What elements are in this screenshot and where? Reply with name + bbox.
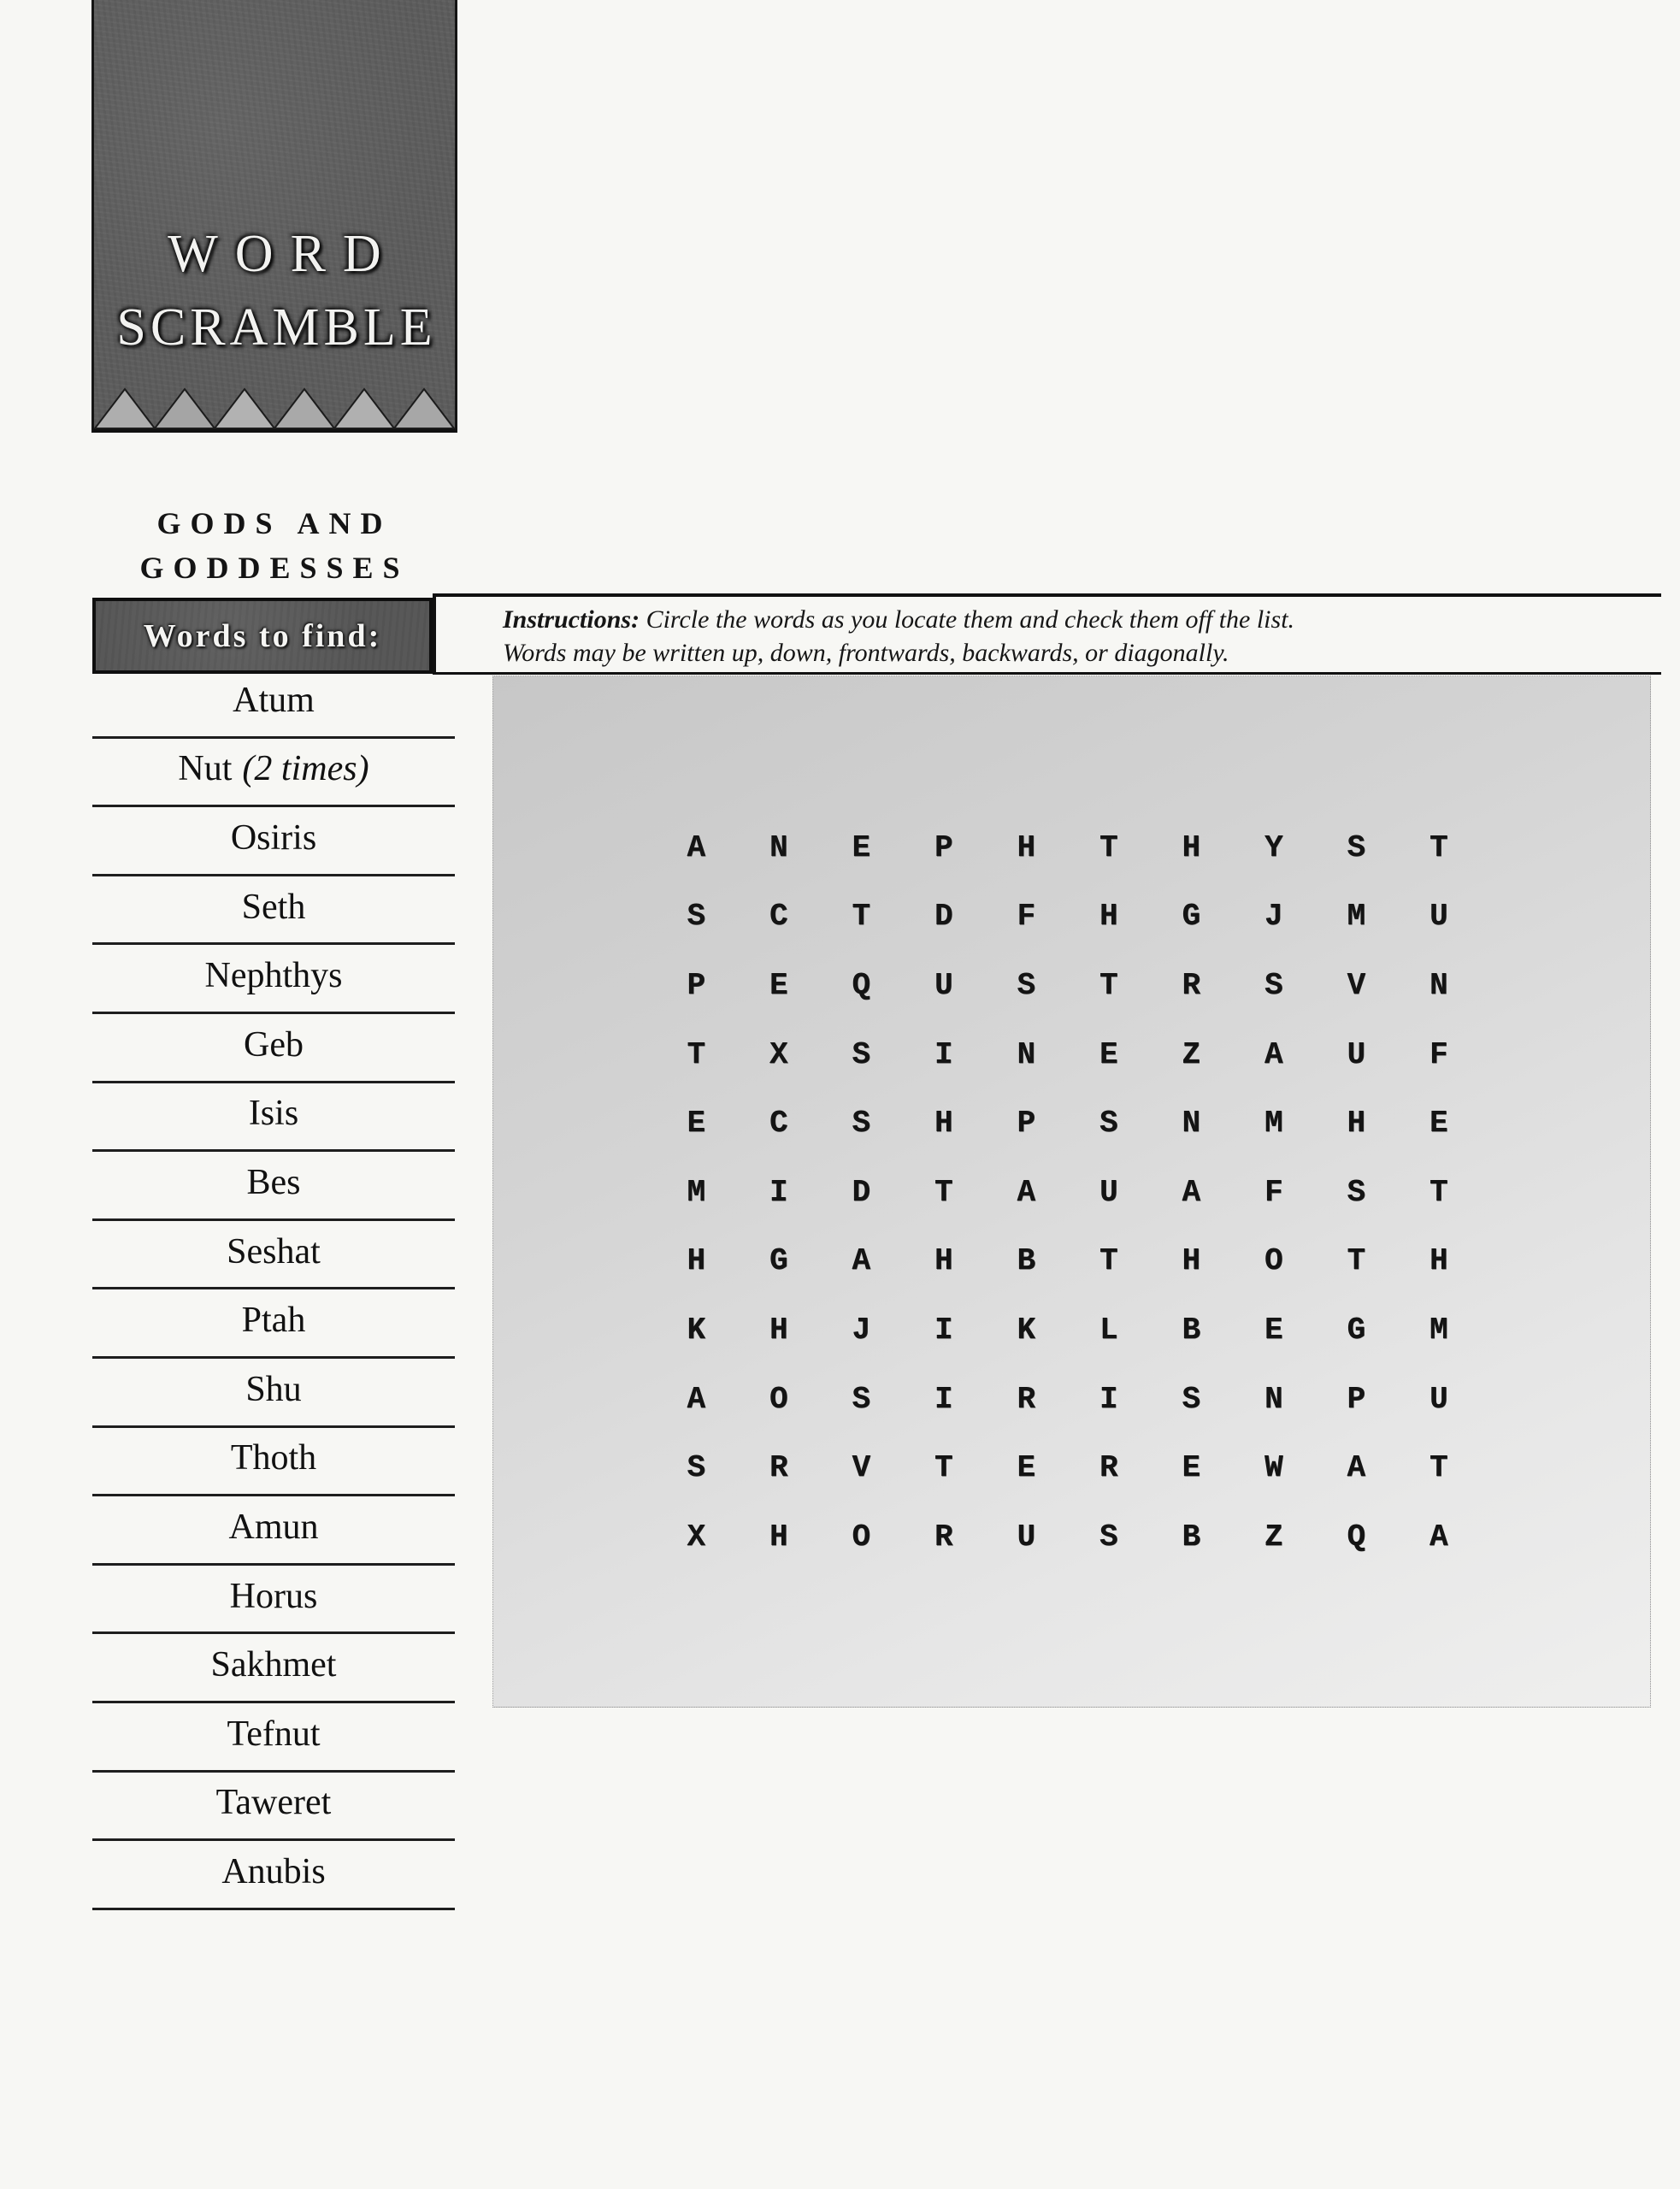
grid-letter: J xyxy=(1264,899,1283,935)
grid-letter: A xyxy=(687,1381,706,1417)
grid-letter: T xyxy=(687,1036,706,1072)
grid-letter: H xyxy=(934,1106,953,1142)
grid-letter: H xyxy=(934,1243,953,1279)
word-note: (2 times) xyxy=(242,749,369,789)
word-list-item xyxy=(92,807,455,876)
grid-letter: U xyxy=(1017,1519,1036,1555)
grid-letter: H xyxy=(769,1519,788,1555)
grid-letter: G xyxy=(1182,899,1201,935)
grid-letter: T xyxy=(1099,1243,1118,1279)
grid-letter: N xyxy=(1264,1381,1283,1417)
grid-letter: T xyxy=(1429,1174,1448,1210)
grid-letter: U xyxy=(1099,1174,1118,1210)
grid-letter: A xyxy=(1264,1036,1283,1072)
word-text: Sakhmet xyxy=(210,1645,337,1685)
grid-letter: F xyxy=(1429,1036,1448,1072)
grid-letter: R xyxy=(769,1450,788,1486)
grid-letter: H xyxy=(1099,899,1118,935)
grid-letter: E xyxy=(687,1106,706,1142)
word-text: Atum xyxy=(233,680,315,720)
words-to-find-label: Words to find: xyxy=(143,617,382,654)
grid-letter: P xyxy=(1347,1381,1366,1417)
grid-letter: E xyxy=(852,829,871,865)
word-text: Geb xyxy=(244,1024,304,1065)
grid-letter: H xyxy=(687,1243,706,1279)
grid-letter: A xyxy=(1017,1174,1036,1210)
grid-letter: T xyxy=(852,899,871,935)
grid-letter: S xyxy=(1182,1381,1201,1417)
grid-letter: I xyxy=(934,1036,953,1072)
grid-letter: D xyxy=(934,899,953,935)
grid-letter: H xyxy=(1347,1106,1366,1142)
grid-letter: Q xyxy=(1347,1519,1366,1555)
word-list-item xyxy=(92,1634,455,1703)
grid-letter: U xyxy=(1429,899,1448,935)
word-text: Nut xyxy=(178,749,233,789)
grid-letter: E xyxy=(1099,1036,1118,1072)
word-list-item xyxy=(92,1841,455,1910)
word-list-item xyxy=(92,1773,455,1842)
word-list-item xyxy=(92,1496,455,1566)
grid-letter: G xyxy=(769,1243,788,1279)
grid-letter: S xyxy=(1099,1519,1118,1555)
instructions-line1 xyxy=(503,603,1661,636)
word-text: Horus xyxy=(229,1576,318,1616)
grid-letter: C xyxy=(769,899,788,935)
word-list-item xyxy=(92,1428,455,1497)
grid-letter: K xyxy=(687,1312,706,1348)
grid-letter: Q xyxy=(852,967,871,1003)
word-text: Tefnut xyxy=(227,1714,321,1754)
word-list-item xyxy=(92,1703,455,1773)
grid-letter: I xyxy=(769,1174,788,1210)
grid-letter: S xyxy=(852,1036,871,1072)
grid-letter: B xyxy=(1017,1243,1036,1279)
grid-letter: M xyxy=(1429,1312,1448,1348)
grid-letter: S xyxy=(852,1106,871,1142)
grid-letter: P xyxy=(934,829,953,865)
grid-letter: G xyxy=(1347,1312,1366,1348)
word-list-item xyxy=(92,1359,455,1428)
grid-letter: F xyxy=(1017,899,1036,935)
grid-letter: S xyxy=(1017,967,1036,1003)
banner-title-line1: WORD xyxy=(168,225,398,283)
grid-letter: T xyxy=(934,1174,953,1210)
grid-letter: B xyxy=(1182,1519,1201,1555)
grid-letter: X xyxy=(687,1519,706,1555)
instructions-line2: Words may be written up, down, frontwards, backwards, or diagonally. xyxy=(503,639,1229,667)
puzzle-area xyxy=(492,676,1651,1708)
grid-letter: H xyxy=(1182,1243,1201,1279)
grid-letter: S xyxy=(1264,967,1283,1003)
page-subtitle xyxy=(91,501,457,590)
grid-letter: L xyxy=(1099,1312,1118,1348)
word-list-item xyxy=(92,1289,455,1359)
grid-letter: U xyxy=(1429,1381,1448,1417)
grid-letter: H xyxy=(1017,829,1036,865)
grid-letter: C xyxy=(769,1106,788,1142)
grid-letter: Y xyxy=(1264,829,1283,865)
grid-letter: H xyxy=(1182,829,1201,865)
words-to-find-header xyxy=(92,598,433,674)
word-list-item xyxy=(92,1152,455,1221)
word-text: Shu xyxy=(245,1369,302,1409)
grid-letter: R xyxy=(1017,1381,1036,1417)
banner-title-line2: SCRAMBLE xyxy=(116,298,437,357)
grid-letter: N xyxy=(1182,1106,1201,1142)
word-list-item xyxy=(92,739,455,808)
grid-letter: T xyxy=(934,1450,953,1486)
grid-letter: E xyxy=(769,967,788,1003)
grid-letter: A xyxy=(1182,1174,1201,1210)
grid-letter: E xyxy=(1264,1312,1283,1348)
grid-letter: V xyxy=(1347,967,1366,1003)
word-text: Nephthys xyxy=(204,956,343,996)
instructions-label: Instructions: xyxy=(503,605,640,634)
word-text: Bes xyxy=(246,1162,301,1202)
grid-letter: A xyxy=(687,829,706,865)
instructions-text1: Circle the words as you locate them and check them off the list. xyxy=(645,605,1295,634)
word-text: Amun xyxy=(228,1507,319,1547)
grid-letter: B xyxy=(1182,1312,1201,1348)
subtitle-line2: GODDESSES xyxy=(139,551,410,585)
grid-letter: D xyxy=(852,1174,871,1210)
grid-letter: I xyxy=(1099,1381,1118,1417)
word-text: Taweret xyxy=(215,1783,332,1823)
grid-letter: I xyxy=(934,1381,953,1417)
word-text: Thoth xyxy=(230,1438,317,1478)
grid-letter: P xyxy=(1017,1106,1036,1142)
grid-letter: A xyxy=(1429,1519,1448,1555)
grid-letter: N xyxy=(1429,967,1448,1003)
grid-letter: A xyxy=(1347,1450,1366,1486)
grid-letter: H xyxy=(1429,1243,1448,1279)
word-list-item xyxy=(92,1566,455,1635)
grid-letter: Z xyxy=(1264,1519,1283,1555)
grid-letter: R xyxy=(934,1519,953,1555)
grid-letter: S xyxy=(1347,829,1366,865)
grid-letter: P xyxy=(687,967,706,1003)
grid-letter: O xyxy=(1264,1243,1283,1279)
grid-letter: O xyxy=(769,1381,788,1417)
word-list-item xyxy=(92,1221,455,1290)
word-list-item xyxy=(92,876,455,946)
subtitle-line1: GODS AND xyxy=(156,506,392,540)
word-text: Anubis xyxy=(221,1851,326,1891)
grid-letter: M xyxy=(1264,1106,1283,1142)
grid-letter: H xyxy=(769,1312,788,1348)
grid-letter: T xyxy=(1099,829,1118,865)
grid-letter: X xyxy=(769,1036,788,1072)
grid-letter: O xyxy=(852,1519,871,1555)
grid-letter: A xyxy=(852,1243,871,1279)
grid-letter: S xyxy=(1099,1106,1118,1142)
instructions-panel xyxy=(433,593,1661,675)
grid-letter: S xyxy=(1347,1174,1366,1210)
grid-letter: T xyxy=(1429,1450,1448,1486)
word-list-item xyxy=(92,670,455,739)
grid-letter: M xyxy=(1347,899,1366,935)
grid-letter: J xyxy=(852,1312,871,1348)
triangle-border-decoration xyxy=(94,383,455,429)
grid-letter: I xyxy=(934,1312,953,1348)
grid-letter: T xyxy=(1099,967,1118,1003)
word-scramble-banner xyxy=(91,0,457,433)
grid-letter: T xyxy=(1429,829,1448,865)
grid-letter: F xyxy=(1264,1174,1283,1210)
word-list xyxy=(92,670,455,1910)
grid-letter: E xyxy=(1182,1450,1201,1486)
grid-letter: R xyxy=(1099,1450,1118,1486)
grid-letter: S xyxy=(852,1381,871,1417)
word-text: Isis xyxy=(248,1094,299,1134)
grid-letter: U xyxy=(1347,1036,1366,1072)
grid-letter: U xyxy=(934,967,953,1003)
grid-letter: N xyxy=(769,829,788,865)
grid-letter: E xyxy=(1429,1106,1448,1142)
word-list-item xyxy=(92,1014,455,1083)
word-text: Ptah xyxy=(241,1301,306,1341)
word-list-item xyxy=(92,945,455,1014)
grid-letter: N xyxy=(1017,1036,1036,1072)
grid-letter: Z xyxy=(1182,1036,1201,1072)
grid-letter: E xyxy=(1017,1450,1036,1486)
grid-letter: V xyxy=(852,1450,871,1486)
word-list-item xyxy=(92,1083,455,1153)
word-text: Seth xyxy=(241,887,306,927)
grid-letter: T xyxy=(1347,1243,1366,1279)
grid-letter: S xyxy=(687,1450,706,1486)
word-text: Seshat xyxy=(227,1231,321,1272)
word-text: Osiris xyxy=(230,817,317,858)
grid-letter: S xyxy=(687,899,706,935)
grid-letter: K xyxy=(1017,1312,1036,1348)
letter-grid xyxy=(655,813,1480,1572)
grid-letter: W xyxy=(1264,1450,1283,1486)
grid-letter: M xyxy=(687,1174,706,1210)
grid-letter: R xyxy=(1182,967,1201,1003)
